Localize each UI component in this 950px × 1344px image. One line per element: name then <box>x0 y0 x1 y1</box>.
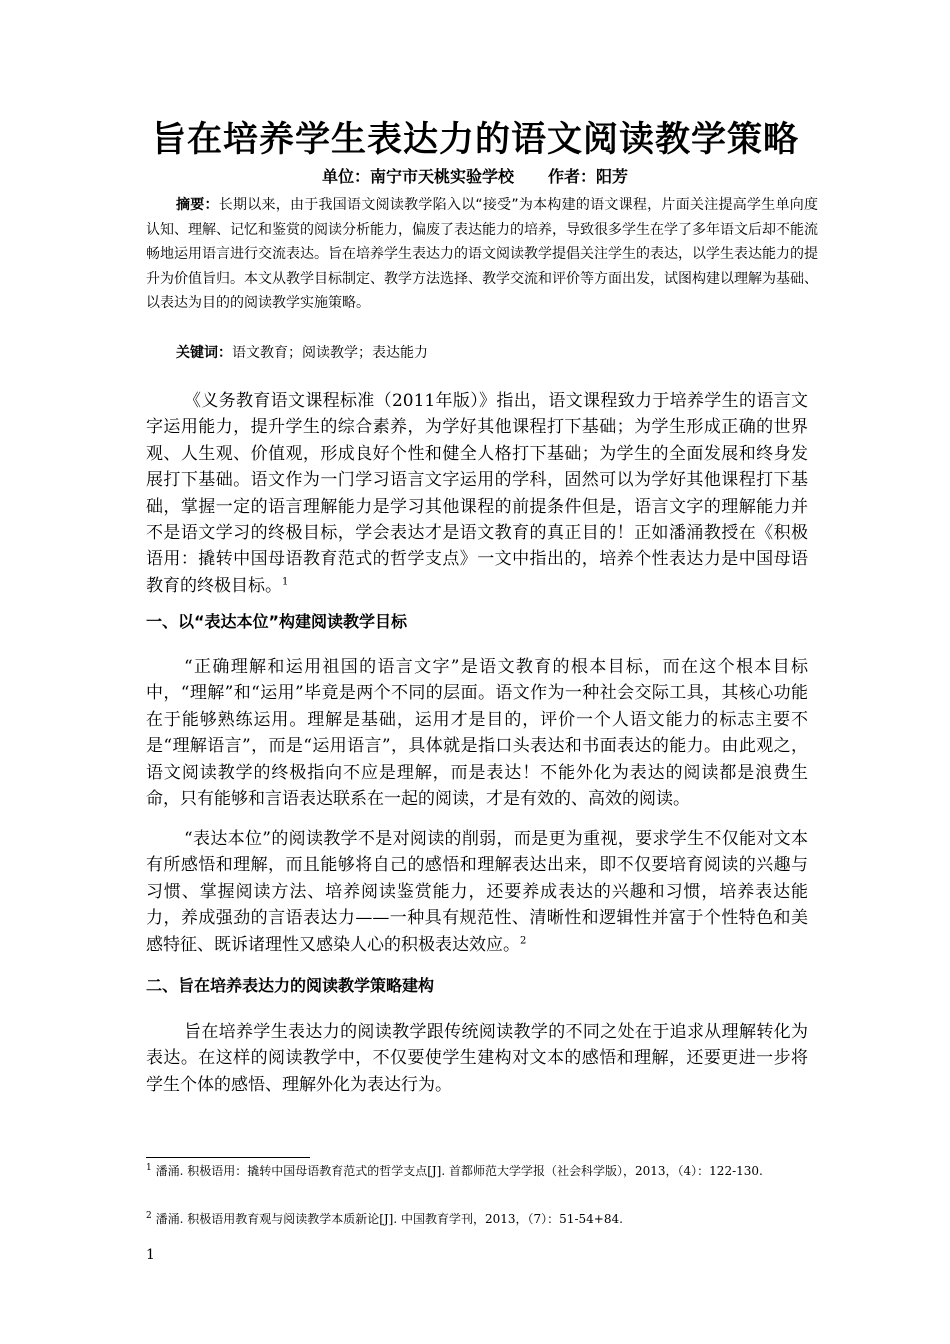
keywords <box>146 341 818 365</box>
footnote-ref-1: 1 <box>282 576 289 588</box>
section1-paragraph-1: “正确理解和运用祖国的语言文字”是语文教育的根本目标，而在这个根本目标中，“理解”和“运用”毕竟是两个不同的层面。语文作为一种社会交际工具，其核心功能在于能够熟练运用。理解是基础，运用才是目的，评价一个人语文能力的标志主要不是“理解语言”，而是“运用语言”，具体就是指口头表达和书面表达的能力。由此观之，语文阅读教学的终极指向不应是理解，而是表达！不能外化为表达的阅读都是浪费生命，只有能够和言语表达联系在一起的阅读，才是有效的、高效的阅读。 <box>146 657 808 810</box>
footnote-2-text: 潘涌. 积极语用教育观与阅读教学本质新论[J]. 中国教育学刊，2013，（7）：51-54+84. <box>155 1212 623 1226</box>
footnote-ref-2: 2 <box>520 934 527 946</box>
section1-paragraph-2-text: “表达本位”的阅读教学不是对阅读的削弱，而是更为重视，要求学生不仅能对文本有所感悟和理解，而且能够将自己的感悟和理解表达出来，即不仅要培育阅读的兴趣与习惯、掌握阅读方法、培养阅读鉴赏能力，还要养成表达的兴趣和习惯，培养表达能力，养成强劲的言语表达力——一种具有规范性、清晰性和逻辑性并富于个性特色和美感特征、既诉诸理性又感染人心的积极表达效应。 <box>146 829 808 955</box>
footnote-2-number: 2 <box>146 1211 152 1221</box>
section-heading-2: 二、旨在培养表达力的阅读教学策略建构 <box>146 976 435 995</box>
abstract <box>146 193 818 316</box>
paper-title: 旨在培养学生表达力的语文阅读教学策略 <box>150 120 799 160</box>
section1-paragraph-2 <box>146 826 808 958</box>
affiliation-author: 作者：阳芳 <box>548 167 629 186</box>
footnote-1-text: 潘涌. 积极语用：撬转中国母语教育范式的哲学支点[J]. 首都师范大学学报（社会科学版），2013，（4）：122-130. <box>155 1164 763 1178</box>
abstract-text: 长期以来，由于我国语文阅读教学陷入以“接受”为本构建的语文课程，片面关注提高学生单向度认知、理解、记忆和鉴赏的阅读分析能力，偏废了表达能力的培养，导致很多学生在学了多年语文后却不能流畅地运用语言进行交流表达。旨在培养学生表达力的语文阅读教学提倡关注学生的表达，以学生表达能力的提升为价值旨归。本文从教学目标制定、教学方法选择、教学交流和评价等方面出发，试图构建以理解为基础、以表达为目的的阅读教学实施策略。 <box>146 197 818 311</box>
page-number: 1 <box>146 1247 155 1263</box>
keywords-text: 语文教育；阅读教学；表达能力 <box>232 345 428 361</box>
footnote-1-number: 1 <box>146 1163 152 1173</box>
abstract-label: 摘要： <box>176 197 219 213</box>
footnote-separator <box>146 1157 310 1158</box>
intro-paragraph <box>146 388 808 599</box>
keywords-label: 关键词： <box>176 345 232 361</box>
footnote-2 <box>146 1210 818 1229</box>
affiliation-line <box>0 166 950 188</box>
footnote-1 <box>146 1162 818 1181</box>
affiliation-unit: 单位：南宁市天桃实验学校 <box>321 167 514 186</box>
intro-text: 《义务教育语文课程标准（2011年版）》指出，语文课程致力于培养学生的语言文字运用能力，提升学生的综合素养，为学好其他课程打下基础；为学生形成正确的世界观、人生观、价值观，形成良好个性和健全人格打下基础；为学生的全面发展和终身发展打下基础。语文作为一门学习语言文字运用的学科，固然可以为学好其他课程打下基础，掌握一定的语言理解能力是学习其他课程的前提条件但是，语言文字的理解能力并不是语文学习的终极目标，学会表达才是语文教育的真正目的！正如潘涌教授在《积极语用：撬转中国母语教育范式的哲学支点》一文中指出的，培养个性表达力是中国母语教育的终极目标。 <box>146 391 808 596</box>
section-heading-1: 一、以“表达本位”构建阅读教学目标 <box>146 612 408 631</box>
section2-paragraph-1: 旨在培养学生表达力的阅读教学跟传统阅读教学的不同之处在于追求从理解转化为表达。在这样的阅读教学中，不仅要使学生建构对文本的感悟和理解，还要更进一步将学生个体的感悟、理解外化为表达行为。 <box>146 1022 808 1095</box>
